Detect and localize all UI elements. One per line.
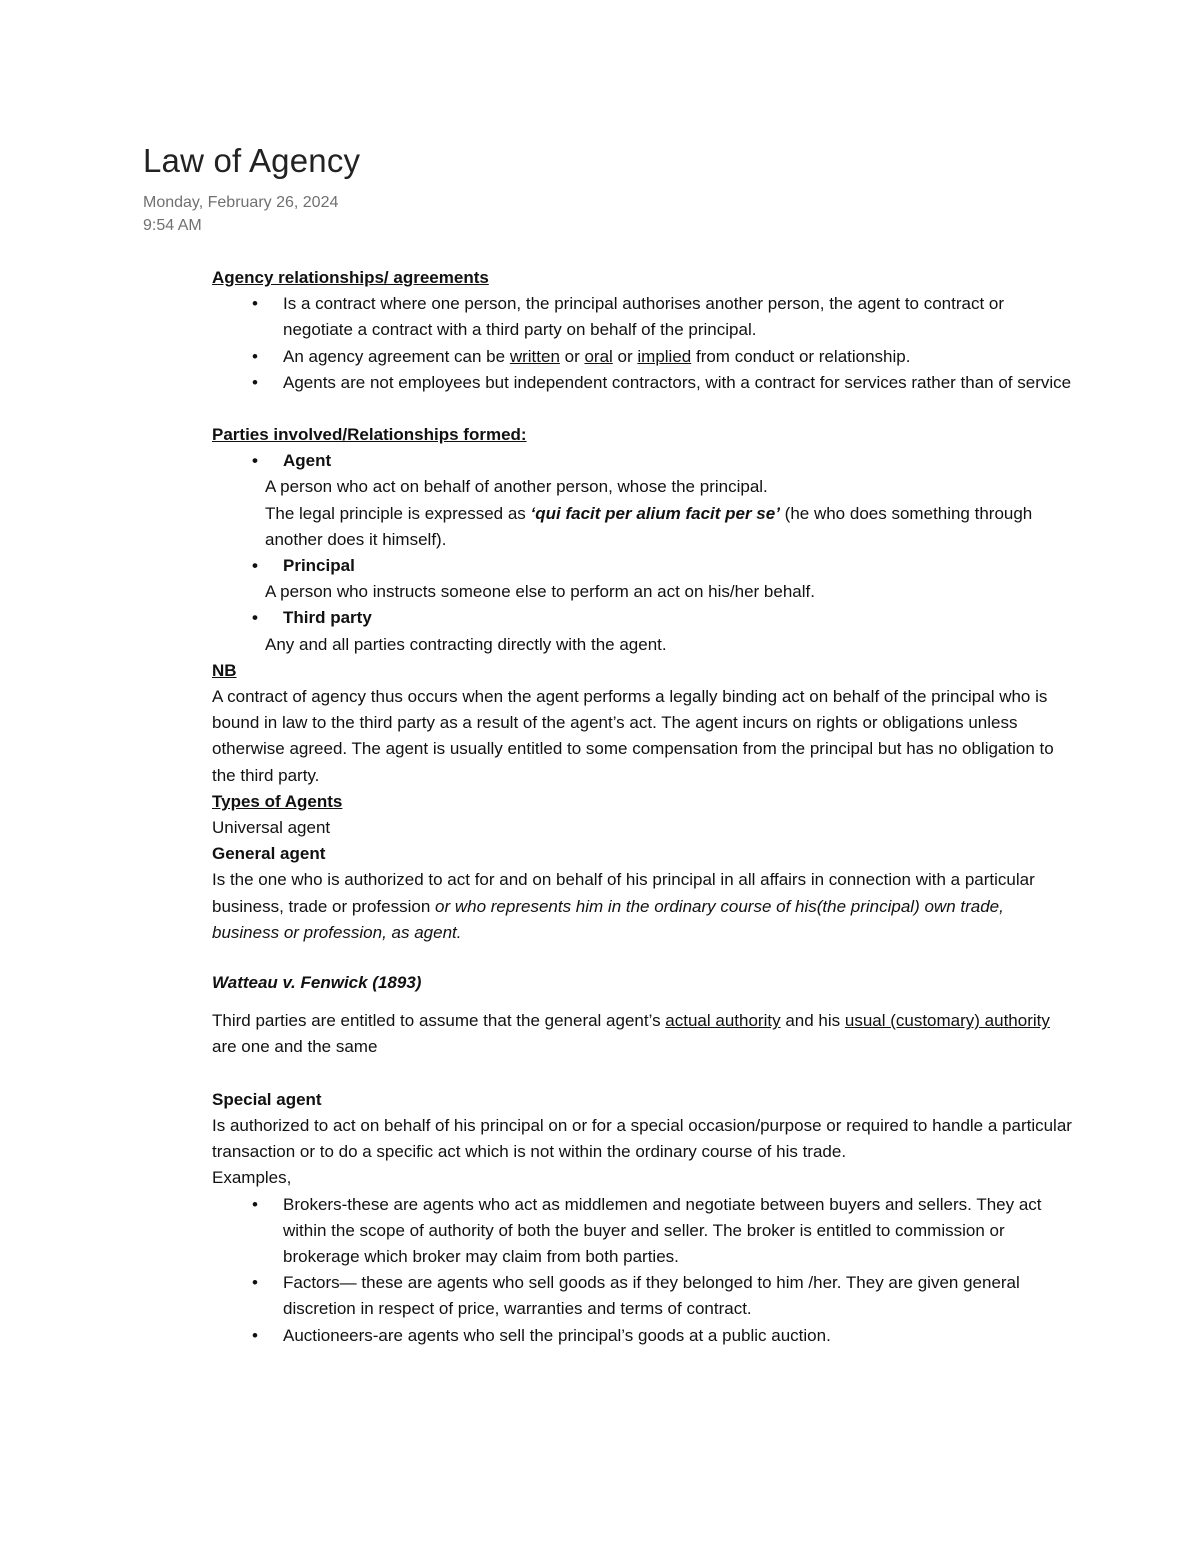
general-agent-text [212,867,1072,946]
italic-text: or who represents him in the ordinary course of his(the principal) own trade, business or profession, as agent. [212,896,1004,942]
party-label-third: • Third party [212,605,1072,631]
underlined-term: oral [584,346,613,366]
text-run: An agency agreement can be [283,346,510,366]
section-heading-types: Types of Agents [212,791,343,811]
text-run: are one and the same [212,1037,378,1057]
examples-label: Examples, [212,1168,292,1188]
text-run: Third parties are entitled to assume that the general agent’s [212,1011,666,1031]
special-agent-text: Is authorized to act on behalf of his principal on or for a special occasion/purpose or required to handle a particular transaction or to do a specific act which is not within the ordinary course of his trade. [212,1115,1072,1162]
party-desc [212,501,1072,553]
list-item: • Auctioneers-are agents who sell the principal’s goods at a public auction. [212,1323,1072,1349]
page-title: Law of Agency [143,142,361,179]
section-heading-parties: Parties involved/Relationships formed: [212,425,527,445]
list-item: • Agents are not employees but independent contractors, with a contract for services rather than of service [212,370,1072,396]
agency-list [212,291,1072,396]
nb-text: A contract of agency thus occurs when the agent performs a legally binding act on behalf of the principal who is bound in law to the third party as a result of the agent’s act. The agent incurs on rights or obligations unless otherwise agreed. The agent is usually entitled to some compensation from the principal but has no obligation to the third party. [212,687,1054,785]
universal-agent: Universal agent [212,818,331,838]
party-label-agent: • Agent [212,448,1072,474]
note-body [212,265,1072,1349]
note-date: Monday, February 26, 2024 [143,194,339,211]
parties-list [212,605,1072,631]
text-run: Is the one who is authorized to act for and on behalf of his principal in all affairs in connection with a particular business, trade or profession [212,870,1035,916]
text-run: and his [780,1011,845,1031]
latin-maxim: ‘qui facit per alium facit per se’ [530,503,780,523]
underlined-term: written [509,346,560,366]
text-run: from conduct or relationship. [691,346,911,366]
case-title: Watteau v. Fenwick (1893) [212,973,422,993]
case-text [212,1008,1072,1060]
examples-list [212,1192,1072,1349]
general-agent-label: General agent [212,844,326,864]
list-item [212,344,1072,370]
party-desc: A person who instructs someone else to perform an act on his/her behalf. [265,582,815,602]
parties-list [212,553,1072,579]
party-desc: Any and all parties contracting directly with the agent. [265,634,667,654]
note-time: 9:54 AM [143,217,202,234]
nb-label: NB [212,660,237,680]
special-agent-label: Special agent [212,1089,322,1109]
list-item: • Is a contract where one person, the principal authorises another person, the agent to contract or negotiate a contract with a third party on behalf of the principal. [212,291,1072,343]
text-run: or [559,346,585,366]
underlined-term: usual (customary) authority [844,1011,1050,1031]
underlined-term: actual authority [665,1011,781,1031]
text-run: (he who does something through another does it himself). [265,503,1033,549]
list-item: • Brokers-these are agents who act as middlemen and negotiate between buyers and sellers. They act within the scope of authority of both the buyer and seller. The broker is entitled to commission or brokerage which broker may claim from both parties. [212,1192,1072,1271]
party-label-principal: • Principal [212,553,1072,579]
party-desc: A person who act on behalf of another person, whose the principal. [265,477,768,497]
parties-list [212,448,1072,474]
underlined-term: implied [637,346,692,366]
section-heading-agency: Agency relationships/ agreements [212,268,489,287]
list-item: • Factors— these are agents who sell goods as if they belonged to him /her. They are given general discretion in respect of price, warranties and terms of contract. [212,1270,1072,1322]
text-run: The legal principle is expressed as [265,503,531,523]
text-run: or [612,346,638,366]
